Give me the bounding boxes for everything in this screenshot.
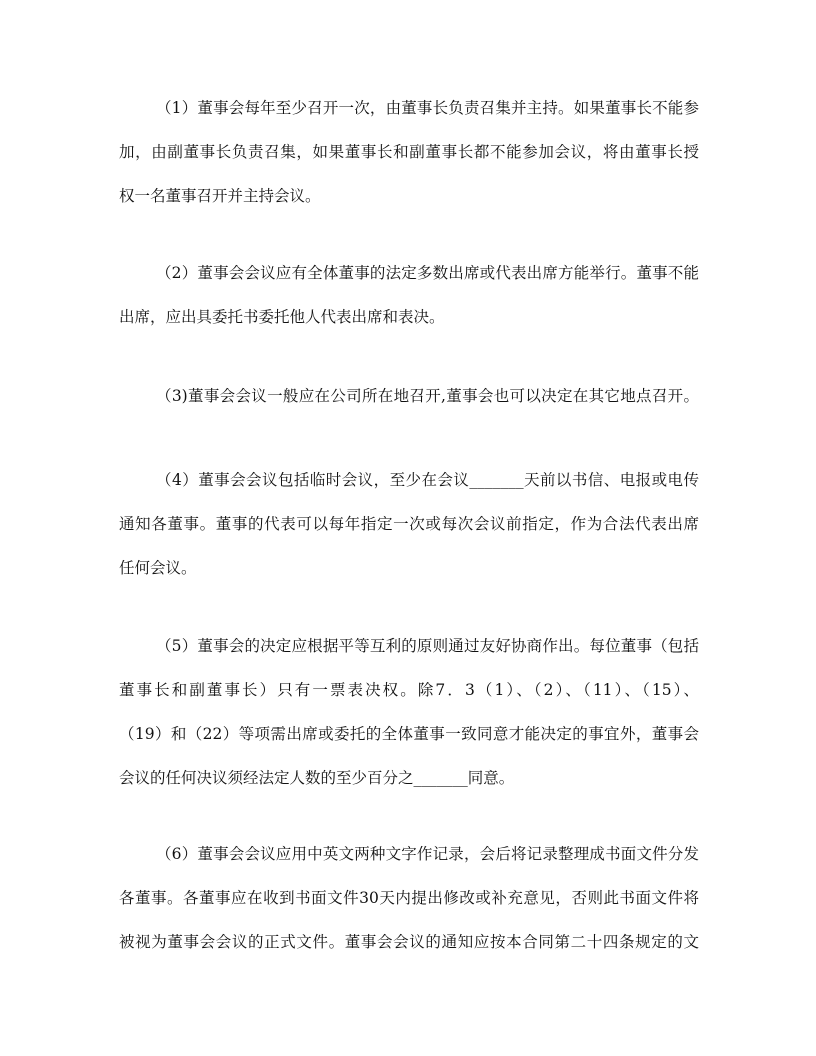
paragraph-line: 权一名董事召开并主持会议。 bbox=[119, 187, 321, 205]
paragraph-line: （2）董事会会议应有全体董事的法定多数出席或代表出席方能举行。董事不能 bbox=[156, 264, 699, 282]
paragraph-line: （5）董事会的决定应根据平等互利的原则通过友好协商作出。每位董事（包括 bbox=[156, 637, 699, 655]
clause-3-paragraph bbox=[119, 374, 699, 418]
paragraph-line: 通知各董事。董事的代表可以每年指定一次或每次会议前指定，作为合法代表出席 bbox=[119, 515, 699, 533]
clause-4-paragraph bbox=[119, 458, 699, 590]
paragraph-line: 会议的任何决议须经法定人数的至少百分之_______同意。 bbox=[119, 769, 515, 787]
paragraph-line: （19）和（22）等项需出席或委托的全体董事一致同意才能决定的事宜外，董事会 bbox=[119, 725, 699, 743]
paragraph-line: 出席，应出具委托书委托他人代表出席和表决。 bbox=[119, 308, 445, 326]
paragraph-line: 被视为董事会会议的正式文件。董事会会议的通知应按本合同第二十四条规定的文 bbox=[119, 933, 699, 951]
paragraph-line: 董事长和副董事长）只有一票表决权。除7．3（1）、（2）、（11）、（15）、 bbox=[119, 681, 699, 699]
paragraph-line: （6）董事会会议应用中英文两种文字作记录，会后将记录整理成书面文件分发 bbox=[156, 845, 699, 863]
clause-1-paragraph bbox=[119, 86, 699, 218]
clause-2-paragraph bbox=[119, 251, 699, 339]
paragraph-line: 任何会议。 bbox=[119, 559, 197, 577]
paragraph-line: 各董事。各董事应在收到书面文件30天内提出修改或补充意见，否则此书面文件将 bbox=[119, 889, 699, 907]
paragraph-line: （4）董事会会议包括临时会议，至少在会议_______天前以书信、电报或电传 bbox=[156, 471, 699, 489]
paragraph-line: （3)董事会会议一般应在公司所在地召开,董事会也可以决定在其它地点召开。 bbox=[156, 387, 699, 405]
paragraph-line: 加，由副董事长负责召集，如果董事长和副董事长都不能参加会议，将由董事长授 bbox=[119, 143, 699, 161]
clause-5-paragraph bbox=[119, 624, 699, 800]
clause-6-paragraph bbox=[119, 832, 699, 964]
paragraph-line: （1）董事会每年至少召开一次，由董事长负责召集并主持。如果董事长不能参 bbox=[156, 99, 699, 117]
